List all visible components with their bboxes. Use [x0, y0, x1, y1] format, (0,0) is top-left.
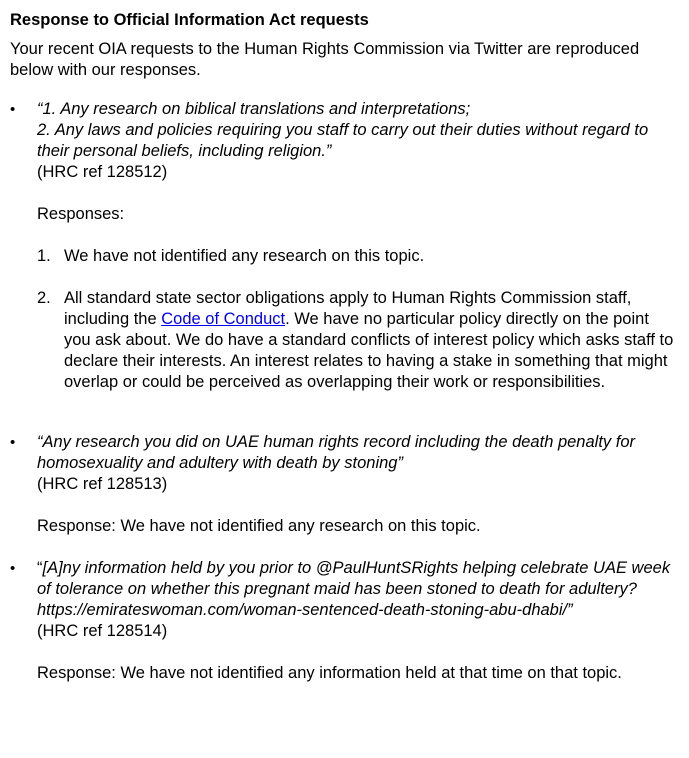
response-item-2 [37, 288, 679, 393]
response-text-before-link: All standard state sector obligations apply to Human Rights Commission staff, including the [64, 289, 632, 328]
request-item-128512 [10, 99, 679, 393]
response-item-1 [37, 246, 679, 267]
bullet-icon: • [10, 101, 16, 118]
bullet-icon: • [10, 560, 16, 577]
response-text-after-link: . We have no particular policy directly on the point you ask about. We do have a standard conflicts of interest policy which asks staff to declare their interests. An interest relates to having a stake in something that might overlap or could be perceived as overlapping their work or responsibilities. [64, 310, 674, 391]
request-ref: (HRC ref 128514) [37, 622, 168, 640]
request-quote [37, 558, 679, 621]
code-of-conduct-link[interactable]: Code of Conduct [161, 310, 286, 328]
document-title: Response to Official Information Act requests [10, 11, 369, 29]
response-text: Response: We have not identified any information held at that time on that topic. [37, 664, 622, 682]
request-quote-line1: “1. Any research on biblical translations and interpretations; [37, 100, 471, 118]
request-item-128514 [10, 558, 679, 684]
request-ref: (HRC ref 128513) [37, 475, 168, 493]
quote-open-mark: “ [37, 559, 43, 577]
response-number: 2. [37, 289, 51, 307]
responses-list [37, 246, 679, 393]
response-text: We have not identified any research on this topic. [64, 247, 425, 265]
request-quote-text: [A]ny information held by you prior to @PaulHuntSRights helping celebrate UAE week of tolerance on whether this pregnant maid has been stoned to death for adultery? https://emirateswoman.com/woman-sentenced-death-stoning-abu-dhabi/” [37, 559, 671, 619]
bullet-icon: • [10, 434, 16, 451]
request-quote-line2: 2. Any laws and policies requiring you staff to carry out their duties without regard to their personal beliefs, including religion.” [37, 121, 649, 160]
response-number: 1. [37, 247, 51, 265]
request-quote: “Any research you did on UAE human rights record including the death penalty for homosexuality and adultery with death by stoning” [37, 433, 636, 472]
request-ref: (HRC ref 128512) [37, 163, 168, 181]
intro-paragraph: Your recent OIA requests to the Human Rights Commission via Twitter are reproduced below with our responses. [10, 40, 640, 79]
request-item-128513 [10, 432, 679, 537]
response-text: Response: We have not identified any research on this topic. [37, 517, 481, 535]
responses-label: Responses: [37, 205, 125, 223]
